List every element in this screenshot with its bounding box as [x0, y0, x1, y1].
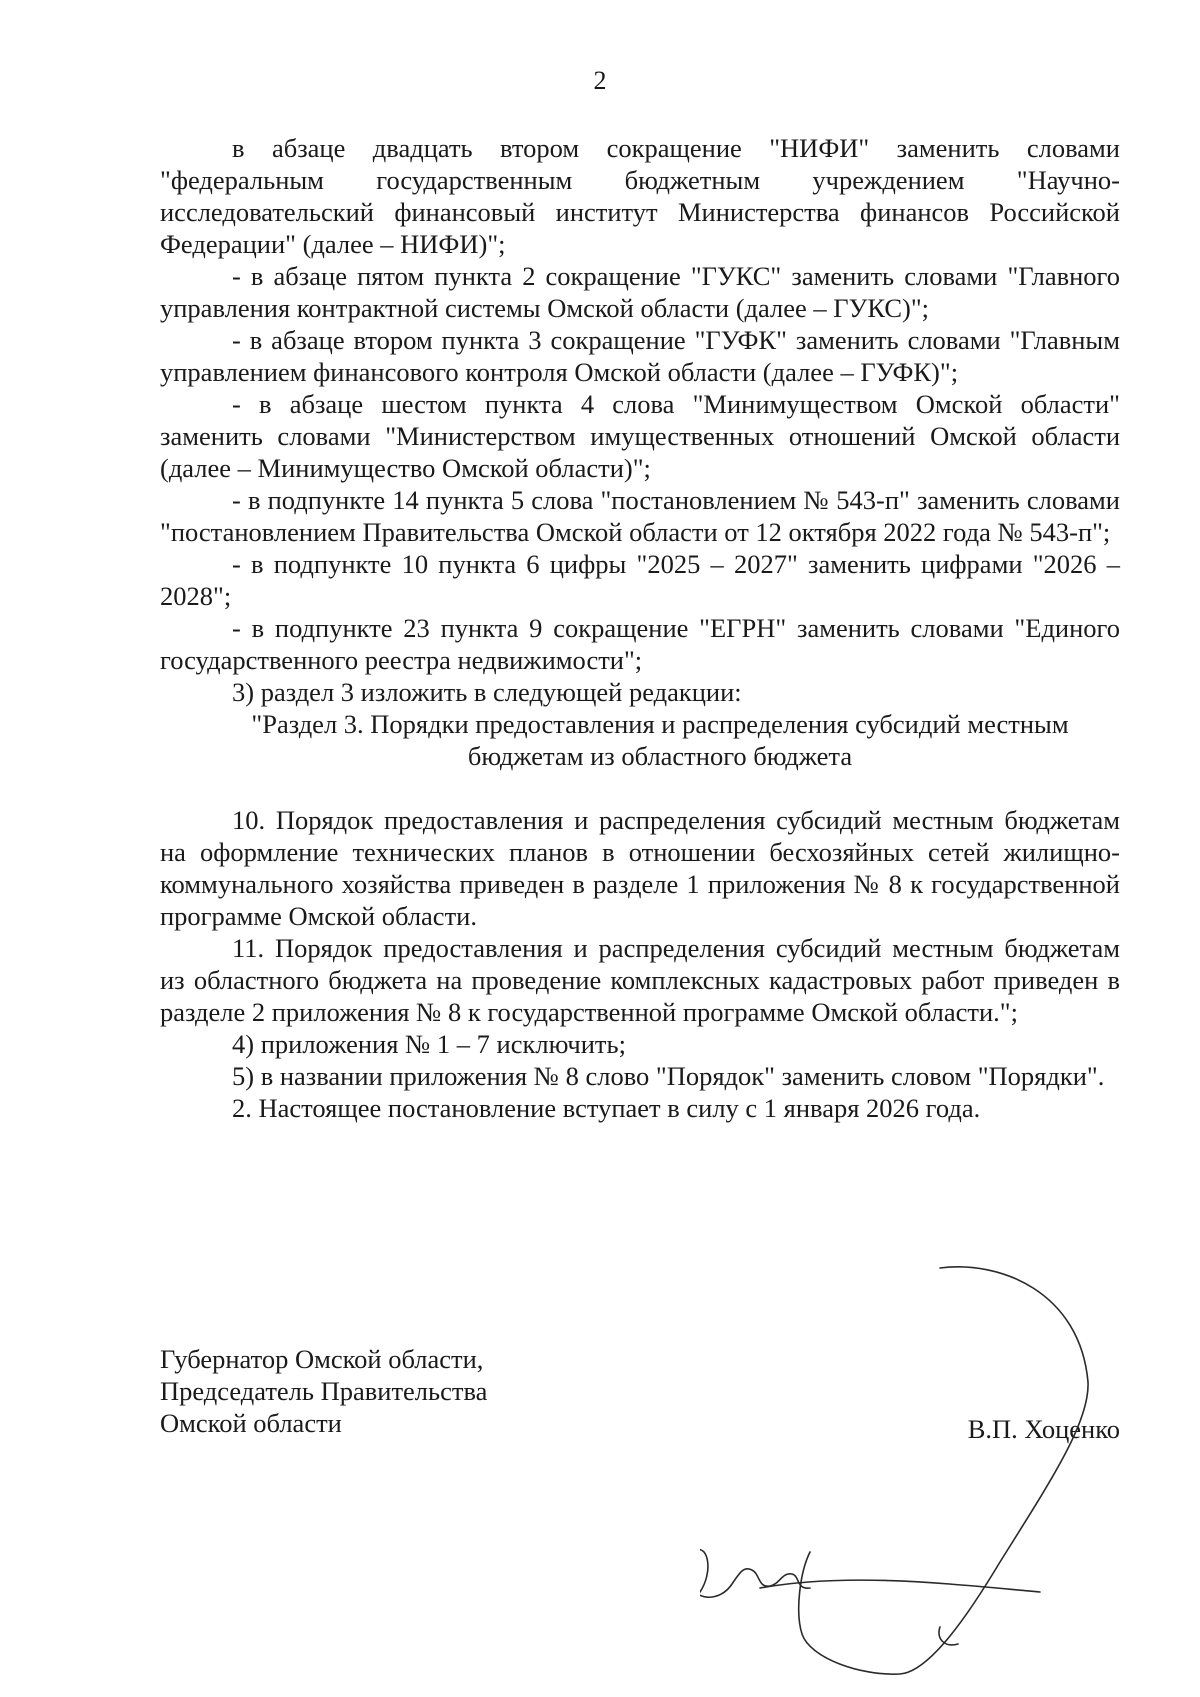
paragraph: - в абзаце шестом пункта 4 слова "Минимуществом Омской области" заменить словами "Министерством имущественных отношений Омской области (далее – Минимущество Омской области)"; — [160, 389, 1120, 483]
section-heading — [160, 708, 1120, 772]
paragraph: в абзаце двадцать втором сокращение "НИФИ" заменить словами "федеральным государственным бюджетным учреждением "Научно-исследовательский финансовый институт Министерства финансов Российской Федерации" (далее – НИФИ)"; — [160, 133, 1120, 259]
paragraph: 4) приложения № 1 – 7 исключить; — [232, 1029, 626, 1059]
paragraph: 10. Порядок предоставления и распределения субсидий местным бюджетам на оформление технических планов в отношении бесхозяйных сетей жилищно-коммунального хозяйства приведен в разделе 1 приложения № 8 к государственной программе Омской области. — [160, 805, 1120, 931]
signer-name: В.П. Хоценко — [967, 1414, 1120, 1444]
handwritten-signature — [700, 1262, 1100, 1682]
signer-position-line: Губернатор Омской области, — [160, 1344, 484, 1374]
paragraph: 2. Настоящее постановление вступает в силу с 1 января 2026 года. — [232, 1093, 981, 1123]
paragraph: - в подпункте 23 пункта 9 сокращение "ЕГРН" заменить словами "Единого государственного реестра недвижимости"; — [160, 613, 1120, 675]
signer-position-line: Председатель Правительства — [160, 1376, 488, 1406]
paragraph: - в абзаце втором пункта 3 сокращение "ГУФК" заменить словами "Главным управлением финансового контроля Омской области (далее – ГУФК)"; — [160, 325, 1120, 387]
section-heading-line: бюджетам из областного бюджета — [467, 741, 853, 771]
paragraph: 3) раздел 3 изложить в следующей редакции: — [232, 677, 742, 707]
signer-position-line: Омской области — [160, 1408, 342, 1438]
paragraph: - в подпункте 10 пункта 6 цифры "2025 – 2027" заменить цифрами "2026 – 2028"; — [160, 549, 1120, 611]
page-number: 2 — [593, 66, 607, 95]
paragraph: - в абзаце пятом пункта 2 сокращение "ГУКС" заменить словами "Главного управления контрактной системы Омской области (далее – ГУКС)"; — [160, 261, 1120, 323]
document-body — [160, 132, 1120, 1124]
paragraph: - в подпункте 14 пункта 5 слова "постановлением № 543-п" заменить словами "постановлением Правительства Омской области от 12 октября 2022 года № 543-п"; — [160, 485, 1120, 547]
paragraph: 11. Порядок предоставления и распределения субсидий местным бюджетам из областного бюджета на проведение комплексных кадастровых работ приведен в разделе 2 приложения № 8 к государственной программе Омской области."; — [160, 933, 1120, 1027]
paragraph: 5) в названии приложения № 8 слово "Порядок" заменить словом "Порядки". — [232, 1061, 1105, 1091]
section-heading-line: "Раздел 3. Порядки предоставления и распределения субсидий местным — [251, 709, 1069, 739]
